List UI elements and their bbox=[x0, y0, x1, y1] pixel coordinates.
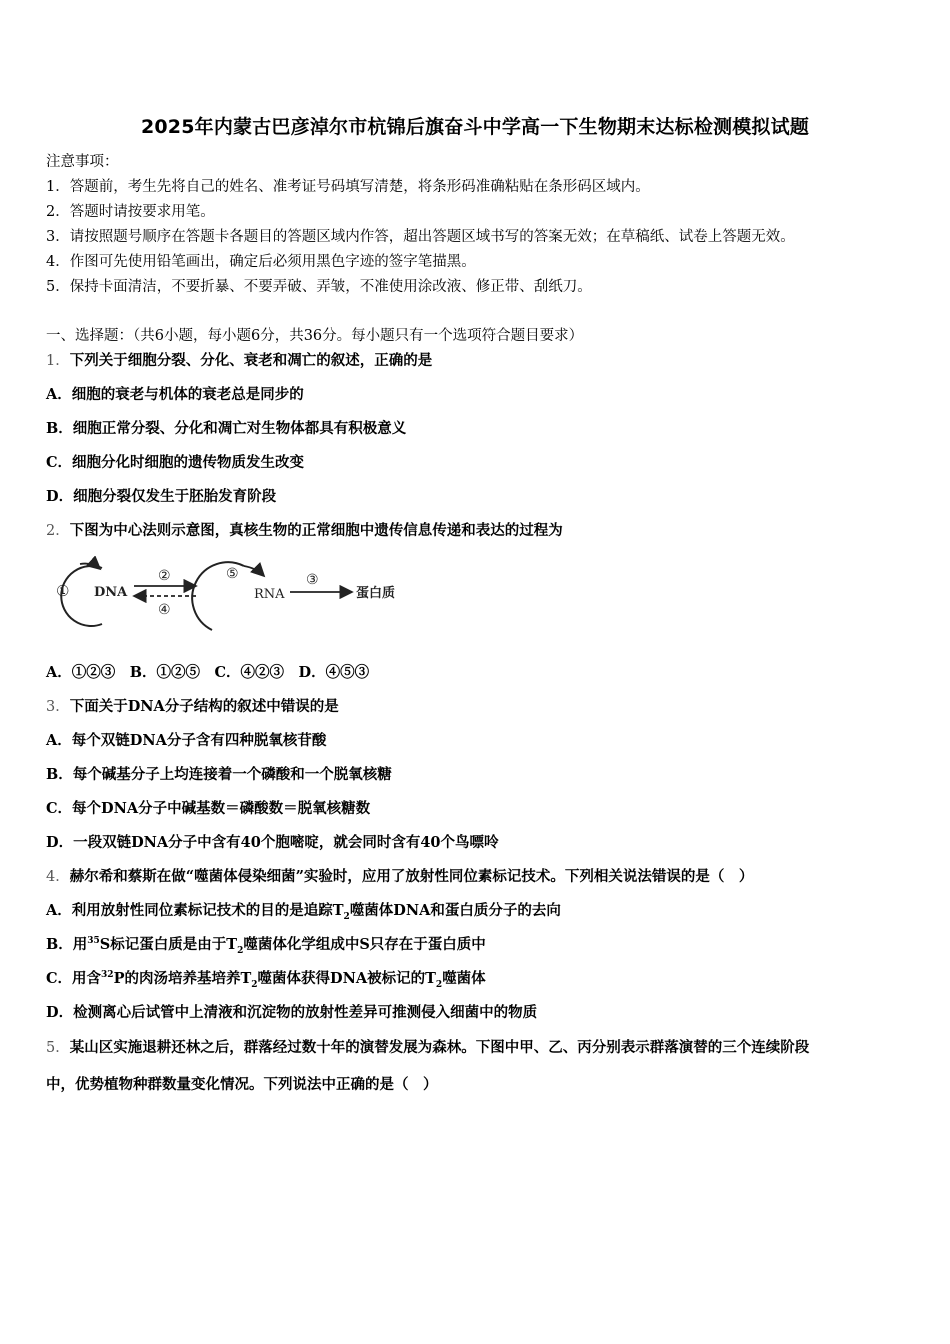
q4-a-subscript: 2 bbox=[343, 911, 350, 922]
q1-option-b: B．细胞正常分裂、分化和凋亡对生物体都具有积极意义 bbox=[46, 420, 407, 437]
question-number: 2． bbox=[46, 523, 70, 539]
q1-option-d: D．细胞分裂仅发生于胚胎发育阶段 bbox=[46, 488, 277, 505]
q3-option-b: B．每个碱基分子上均连接着一个磷酸和一个脱氧核糖 bbox=[46, 766, 392, 783]
question-stem: 赫尔希和蔡斯在做“噬菌体侵染细菌”实验时，应用了放射性同位素标记技术。下列相关说法错误的是（ ） bbox=[69, 868, 754, 885]
label-dna: DNA bbox=[94, 585, 128, 600]
q4-b-text-3: 噬菌体化学组成中S只存在于蛋白质中 bbox=[243, 936, 486, 953]
q4-b-superscript: 35 bbox=[87, 936, 100, 947]
q4-b-subscript: 2 bbox=[237, 945, 244, 956]
q4-c-subscript-2: 2 bbox=[435, 979, 443, 990]
q4-option-a bbox=[46, 902, 561, 920]
q4-c-subscript: 2 bbox=[251, 979, 258, 990]
notice-item-5: 5．保持卡面清洁，不要折暴、不要弄破、弄皱，不准使用涂改液、修正带、刮纸刀。 bbox=[46, 279, 592, 295]
q4-b-text-2: S标记蛋白质是由于T bbox=[99, 936, 238, 953]
question-stem-line-1: 某山区实施退耕还林之后，群落经过数十年的演替发展为森林。下图中甲、乙、丙分别表示群落演替的三个连续阶段 bbox=[69, 1039, 810, 1056]
q3-option-a: A．每个双链DNA分子含有四种脱氧核苷酸 bbox=[46, 732, 327, 749]
q4-a-text-2: 噬菌体DNA和蛋白质分子的去向 bbox=[349, 902, 561, 919]
notice-item-1: 1．答题前，考生先将自己的姓名、准考证号码填写清楚，将条形码准确粘贴在条形码区域内。 bbox=[46, 179, 650, 195]
question-1 bbox=[46, 352, 432, 370]
question-5-line-2: 中，优势植物种群数量变化情况。下列说法中正确的是（ ） bbox=[46, 1076, 438, 1093]
question-number: 1． bbox=[46, 353, 70, 369]
q4-c-text-3: 噬菌体获得DNA被标记的T bbox=[257, 970, 436, 987]
q4-c-superscript: 32 bbox=[101, 970, 114, 981]
rna-replication-cycle-arrow bbox=[244, 566, 264, 576]
q4-a-text-1: A．利用放射性同位素标记技术的目的是追踪T bbox=[46, 902, 344, 919]
central-dogma-diagram bbox=[44, 556, 424, 636]
q2-options: A．①②③ B．①②⑤ C．④②③ D．④⑤③ bbox=[46, 664, 370, 681]
question-stem: 下面关于DNA分子结构的叙述中错误的是 bbox=[69, 698, 339, 715]
notice-heading: 注意事项： bbox=[46, 154, 119, 170]
question-number: 3． bbox=[46, 699, 70, 715]
question-4 bbox=[46, 868, 753, 886]
question-number: 4． bbox=[46, 869, 70, 885]
label-circled-4: ④ bbox=[158, 602, 171, 618]
label-circled-1: ① bbox=[56, 582, 70, 600]
question-2 bbox=[46, 522, 563, 540]
section-heading: 一、选择题：（共6小题，每小题6分，共36分。每小题只有一个选项符合题目要求） bbox=[46, 328, 584, 344]
q4-c-text-1: C．用含 bbox=[46, 970, 102, 987]
q4-option-d: D．检测离心后试管中上清液和沉淀物的放射性差异可推测侵入细菌中的物质 bbox=[46, 1004, 538, 1021]
label-circled-2: ② bbox=[158, 568, 171, 584]
q4-option-b bbox=[46, 936, 486, 954]
notice-item-3: 3．请按照题号顺序在答题卡各题目的答题区域内作答，超出答题区域书写的答案无效；在草稿纸、试卷上答题无效。 bbox=[46, 229, 795, 245]
label-rna: RNA bbox=[254, 587, 285, 602]
label-circled-5: ⑤ bbox=[226, 566, 239, 582]
q3-option-c: C．每个DNA分子中碱基数＝磷酸数＝脱氧核糖数 bbox=[46, 800, 371, 817]
q1-option-a: A．细胞的衰老与机体的衰老总是同步的 bbox=[46, 386, 304, 403]
notice-item-2: 2．答题时请按要求用笔。 bbox=[46, 204, 215, 220]
notice-item-4: 4．作图可先使用铅笔画出，确定后必须用黑色字迹的签字笔描黑。 bbox=[46, 254, 476, 270]
label-protein: 蛋白质 bbox=[356, 586, 396, 601]
q1-option-c: C．细胞分化时细胞的遗传物质发生改变 bbox=[46, 454, 305, 471]
question-3 bbox=[46, 698, 339, 716]
q3-option-d: D．一段双链DNA分子中含有40个胞嘧啶，就会同时含有40个鸟嘌呤 bbox=[46, 834, 499, 851]
q4-b-text-1: B．用 bbox=[46, 936, 88, 953]
q4-option-c bbox=[46, 970, 486, 988]
question-stem: 下列关于细胞分裂、分化、衰老和凋亡的叙述，正确的是 bbox=[69, 352, 433, 369]
q4-c-text-4: 噬菌体 bbox=[442, 970, 486, 987]
label-circled-3: ③ bbox=[306, 572, 319, 588]
question-number: 5． bbox=[46, 1040, 70, 1056]
page-title: 2025年内蒙古巴彦淖尔市杭锦后旗奋斗中学高一下生物期末达标检测模拟试题 bbox=[140, 116, 810, 138]
question-stem: 下图为中心法则示意图，真核生物的正常细胞中遗传信息传递和表达的过程为 bbox=[69, 522, 563, 539]
question-5 bbox=[46, 1039, 809, 1057]
q4-c-text-2: P的肉汤培养基培养T bbox=[113, 970, 252, 987]
